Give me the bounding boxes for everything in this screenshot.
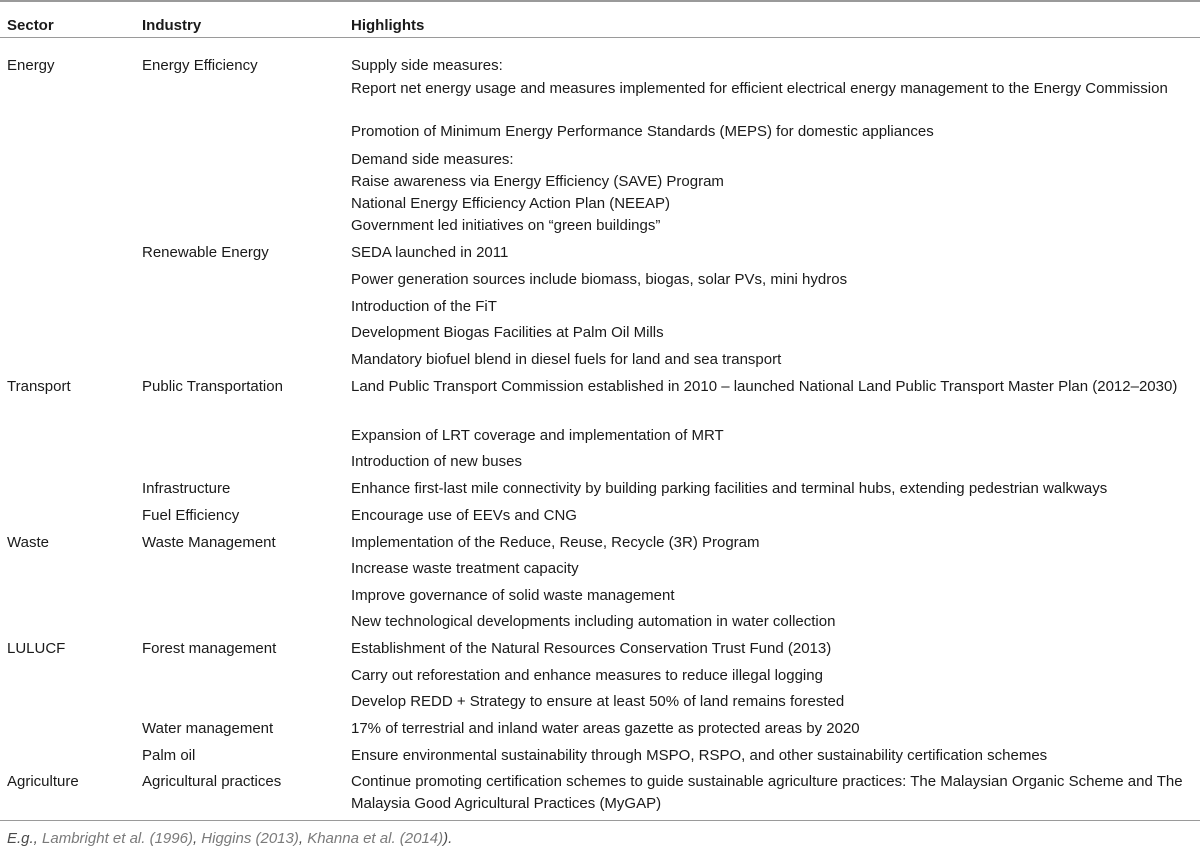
- highlight-text: Improve governance of solid waste management: [351, 587, 675, 604]
- highlight-text: Development Biogas Facilities at Palm Oil Mills: [351, 324, 664, 341]
- footnote-suffix: ).: [443, 830, 453, 847]
- industry-public-transportation: Public Transportation: [142, 378, 283, 395]
- sector-lulucf: LULUCF: [7, 640, 66, 657]
- sector-transport: Transport: [7, 378, 71, 395]
- highlight-text: Supply side measures:: [351, 57, 503, 74]
- footnote-prefix: E.g.,: [7, 830, 43, 847]
- footnote-separator: ,: [192, 830, 202, 847]
- highlight-text: Introduction of the FiT: [351, 298, 497, 315]
- highlight-text: Report net energy usage and measures implemented for efficient electrical energy management to the Energy Commission: [351, 80, 1168, 97]
- highlight-text: Government led initiatives on “green buildings”: [351, 217, 661, 234]
- highlight-text: Continue promoting certification schemes to guide sustainable agriculture practices: The Malaysian Organic Scheme and The Malaysia Good Agricultural Practices (MyGAP): [351, 773, 1183, 812]
- citation-link[interactable]: Khanna et al. (2014): [307, 830, 444, 847]
- highlight-text: SEDA launched in 2011: [351, 244, 509, 261]
- industry-fuel-efficiency: Fuel Efficiency: [142, 507, 240, 524]
- header-industry: Industry: [142, 17, 202, 34]
- highlight-text: Promotion of Minimum Energy Performance Standards (MEPS) for domestic appliances: [351, 123, 934, 140]
- citation-link[interactable]: Lambright et al. (1996): [42, 830, 193, 847]
- industry-water-management: Water management: [142, 720, 274, 737]
- sector-energy: Energy: [7, 57, 55, 74]
- highlight-text: Ensure environmental sustainability through MSPO, RSPO, and other sustainability certification schemes: [351, 747, 1048, 764]
- highlight-text: Increase waste treatment capacity: [351, 560, 579, 577]
- highlight-text: Establishment of the Natural Resources Conservation Trust Fund (2013): [351, 640, 832, 657]
- citation-link[interactable]: Higgins (2013): [201, 830, 299, 847]
- highlight-text: Implementation of the Reduce, Reuse, Recycle (3R) Program: [351, 534, 760, 551]
- highlight-text: Encourage use of EEVs and CNG: [351, 507, 577, 524]
- highlight-text: Land Public Transport Commission established in 2010 – launched National Land Public Transport Master Plan (2012–2030): [351, 378, 1178, 395]
- highlight-text: New technological developments including automation in water collection: [351, 613, 836, 630]
- highlight-text: Carry out reforestation and enhance measures to reduce illegal logging: [351, 667, 823, 684]
- industry-energy-efficiency: Energy Efficiency: [142, 57, 258, 74]
- highlight-text: National Energy Efficiency Action Plan (NEEAP): [351, 195, 671, 212]
- table-bottom-rule: [0, 820, 1200, 821]
- sector-agriculture: Agriculture: [7, 773, 79, 790]
- highlight-text: Introduction of new buses: [351, 453, 522, 470]
- highlight-text: Power generation sources include biomass, biogas, solar PVs, mini hydros: [351, 271, 848, 288]
- table-header-row: [0, 0, 1200, 38]
- highlight-text: 17% of terrestrial and inland water areas gazette as protected areas by 2020: [351, 720, 860, 737]
- table-footnote: [7, 829, 452, 849]
- header-highlights: Highlights: [351, 17, 425, 34]
- header-sector: Sector: [7, 17, 54, 34]
- highlight-text: Demand side measures:: [351, 151, 514, 168]
- industry-palm-oil: Palm oil: [142, 747, 196, 764]
- industry-renewable-energy: Renewable Energy: [142, 244, 269, 261]
- sector-waste: Waste: [7, 534, 49, 551]
- highlight-text: Mandatory biofuel blend in diesel fuels for land and sea transport: [351, 351, 782, 368]
- footnote-separator: ,: [298, 830, 308, 847]
- industry-agricultural-practices: Agricultural practices: [142, 773, 282, 790]
- industry-waste-management: Waste Management: [142, 534, 276, 551]
- highlight-text: Expansion of LRT coverage and implementation of MRT: [351, 427, 724, 444]
- industry-forest-management: Forest management: [142, 640, 277, 657]
- highlight-text: Raise awareness via Energy Efficiency (SAVE) Program: [351, 173, 724, 190]
- industry-infrastructure: Infrastructure: [142, 480, 231, 497]
- highlight-text: Develop REDD + Strategy to ensure at least 50% of land remains forested: [351, 693, 845, 710]
- highlight-text: Enhance first-last mile connectivity by building parking facilities and terminal hubs, extending pedestrian walkways: [351, 480, 1108, 497]
